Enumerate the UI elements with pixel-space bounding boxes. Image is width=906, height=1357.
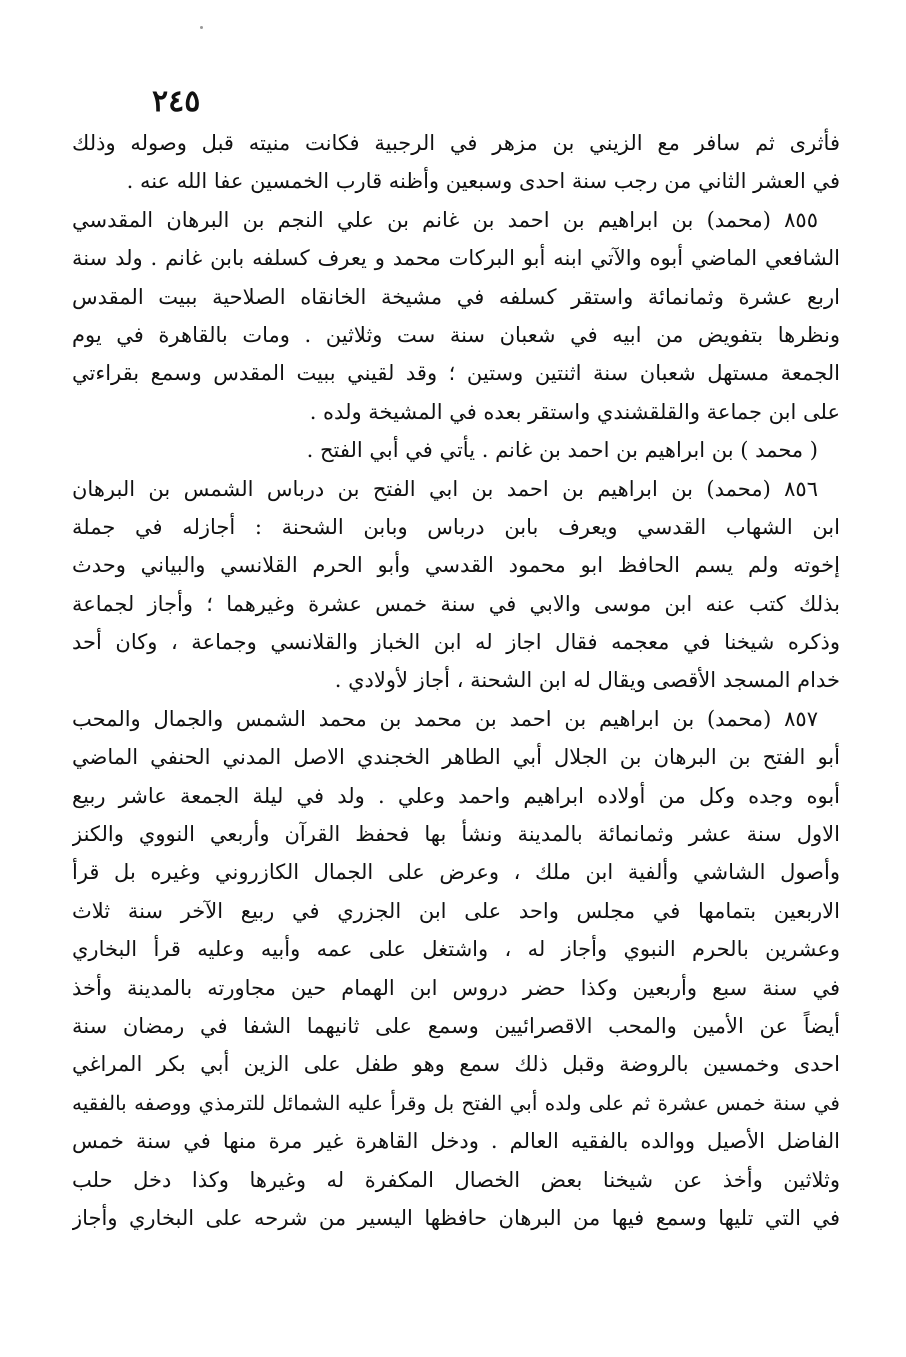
text-line: أبوه وجده وكل من أولاده ابراهيم واحمد وعلي . ولد في ليلة الجمعة عاشر ربيع bbox=[72, 783, 840, 808]
text-line: الجمعة مستهل شعبان سنة اثنتين وستين ؛ وقد لقيني ببيت المقدس وسمع بقراءتي bbox=[72, 361, 840, 386]
text-line: أبو الفتح بن البرهان بن الجلال أبي الطاهر الخجندي الاصل المدني الحنفي الماضي bbox=[72, 745, 840, 770]
text-line: ٨٥٦ (محمد) بن ابراهيم بن احمد بن ابي الفتح بن درباس الشمس بن البرهان bbox=[72, 476, 818, 501]
text-line: ٨٥٥ (محمد) بن ابراهيم بن احمد بن غانم بن علي النجم بن البرهان المقدسي bbox=[72, 207, 818, 232]
page-number: ٢٤٥ bbox=[152, 84, 201, 119]
text-line: بذلك كتب عنه ابن موسى والابي في سنة خمس عشرة وغيرهما ؛ وأجاز لجماعة bbox=[72, 591, 840, 616]
text-line: أيضاً عن الأمين والمحب الاقصرائيين وسمع على ثانيهما الشفا في رمضان سنة bbox=[72, 1013, 840, 1038]
text-line: الفاضل الأصيل ووالده بالفقيه العالم . ودخل القاهرة غير مرة منها في سنة خمس bbox=[72, 1129, 840, 1154]
text-line: ( محمد ) بن ابراهيم بن احمد بن غانم . يأتي في أبي الفتح . bbox=[306, 438, 818, 463]
text-line: الاربعين بتمامها في مجلس واحد على ابن الجزري في ربيع الآخر سنة ثلاث bbox=[72, 898, 840, 923]
text-line: اربع عشرة وثمانمائة واستقر كسلفه في مشيخة الخانقاه الصلاحية ببيت المقدس bbox=[72, 284, 840, 309]
text-line: ٨٥٧ (محمد) بن ابراهيم بن احمد بن محمد بن محمد الشمس والجمال والمحب bbox=[72, 706, 818, 731]
text-line: وأصول الشاشي وألفية ابن ملك ، وعرض على الجمال الكازروني وغيره بل قرأ bbox=[72, 860, 840, 885]
body-text bbox=[72, 124, 840, 1237]
text-line: ونظرها بتفويض من ابيه في شعبان سنة ست وثلاثين . ومات بالقاهرة في يوم bbox=[72, 322, 840, 347]
text-line: في العشر الثاني من رجب سنة احدى وسبعين وأظنه قارب الخمسين عفا الله عنه . bbox=[126, 169, 840, 194]
text-line: ابن الشهاب القدسي ويعرف بابن درباس وبابن الشحنة : أجازله في جملة bbox=[72, 514, 840, 539]
scan-speck bbox=[200, 26, 203, 29]
text-line: على ابن جماعة والقلقشندي واستقر بعده في المشيخة ولده . bbox=[309, 399, 840, 424]
text-line: فأثرى ثم سافر مع الزيني بن مزهر في الرجبية فكانت منيته قبل وصوله وذلك bbox=[72, 131, 840, 155]
text-line: وذكره شيخنا في معجمه فقال اجاز له ابن الخباز والقلانسي وجماعة ، وكان أحد bbox=[72, 630, 840, 655]
text-line: إخوته ولم يسم الحافظ ابو محمود القدسي وأبو الحرم القلانسي والبياني وحدث bbox=[72, 553, 840, 578]
text-line: وعشرين بالحرم النبوي وأجاز له ، واشتغل على عمه وأبيه وعليه قرأ البخاري bbox=[72, 937, 840, 962]
text-line: وثلاثين وأخذ عن شيخنا بعض الخصال المكفرة له وغيرها وكذا دخل حلب bbox=[72, 1167, 840, 1192]
text-line: في سنة خمس عشرة ثم على ولده أبي الفتح بل وقرأ عليه الشمائل للترمذي ووصفه بالفقيه bbox=[72, 1090, 840, 1115]
text-line: في التي تليها وسمع فيها من البرهان حافظها اليسير من شرحه على البخاري وأجاز bbox=[72, 1205, 840, 1230]
text-line: خدام المسجد الأقصى ويقال له ابن الشحنة ، أجاز لأولادي . bbox=[334, 668, 840, 693]
text-line: الشافعي الماضي أبوه والآتي ابنه أبو البركات محمد و يعرف كسلفه بابن غانم . ولد سنة bbox=[72, 246, 840, 271]
text-line: في سنة سبع وأربعين وكذا حضر دروس ابن الهمام حين مجاورته بالمدينة وأخذ bbox=[72, 975, 840, 1000]
text-line: احدى وخمسين بالروضة وقبل ذلك سمع وهو طفل على الزين أبي بكر المراغي bbox=[72, 1052, 840, 1077]
text-line: الاول سنة عشر وثمانمائة بالمدينة ونشأ بها فحفظ القرآن وأربعي النووي والكنز bbox=[72, 822, 840, 847]
